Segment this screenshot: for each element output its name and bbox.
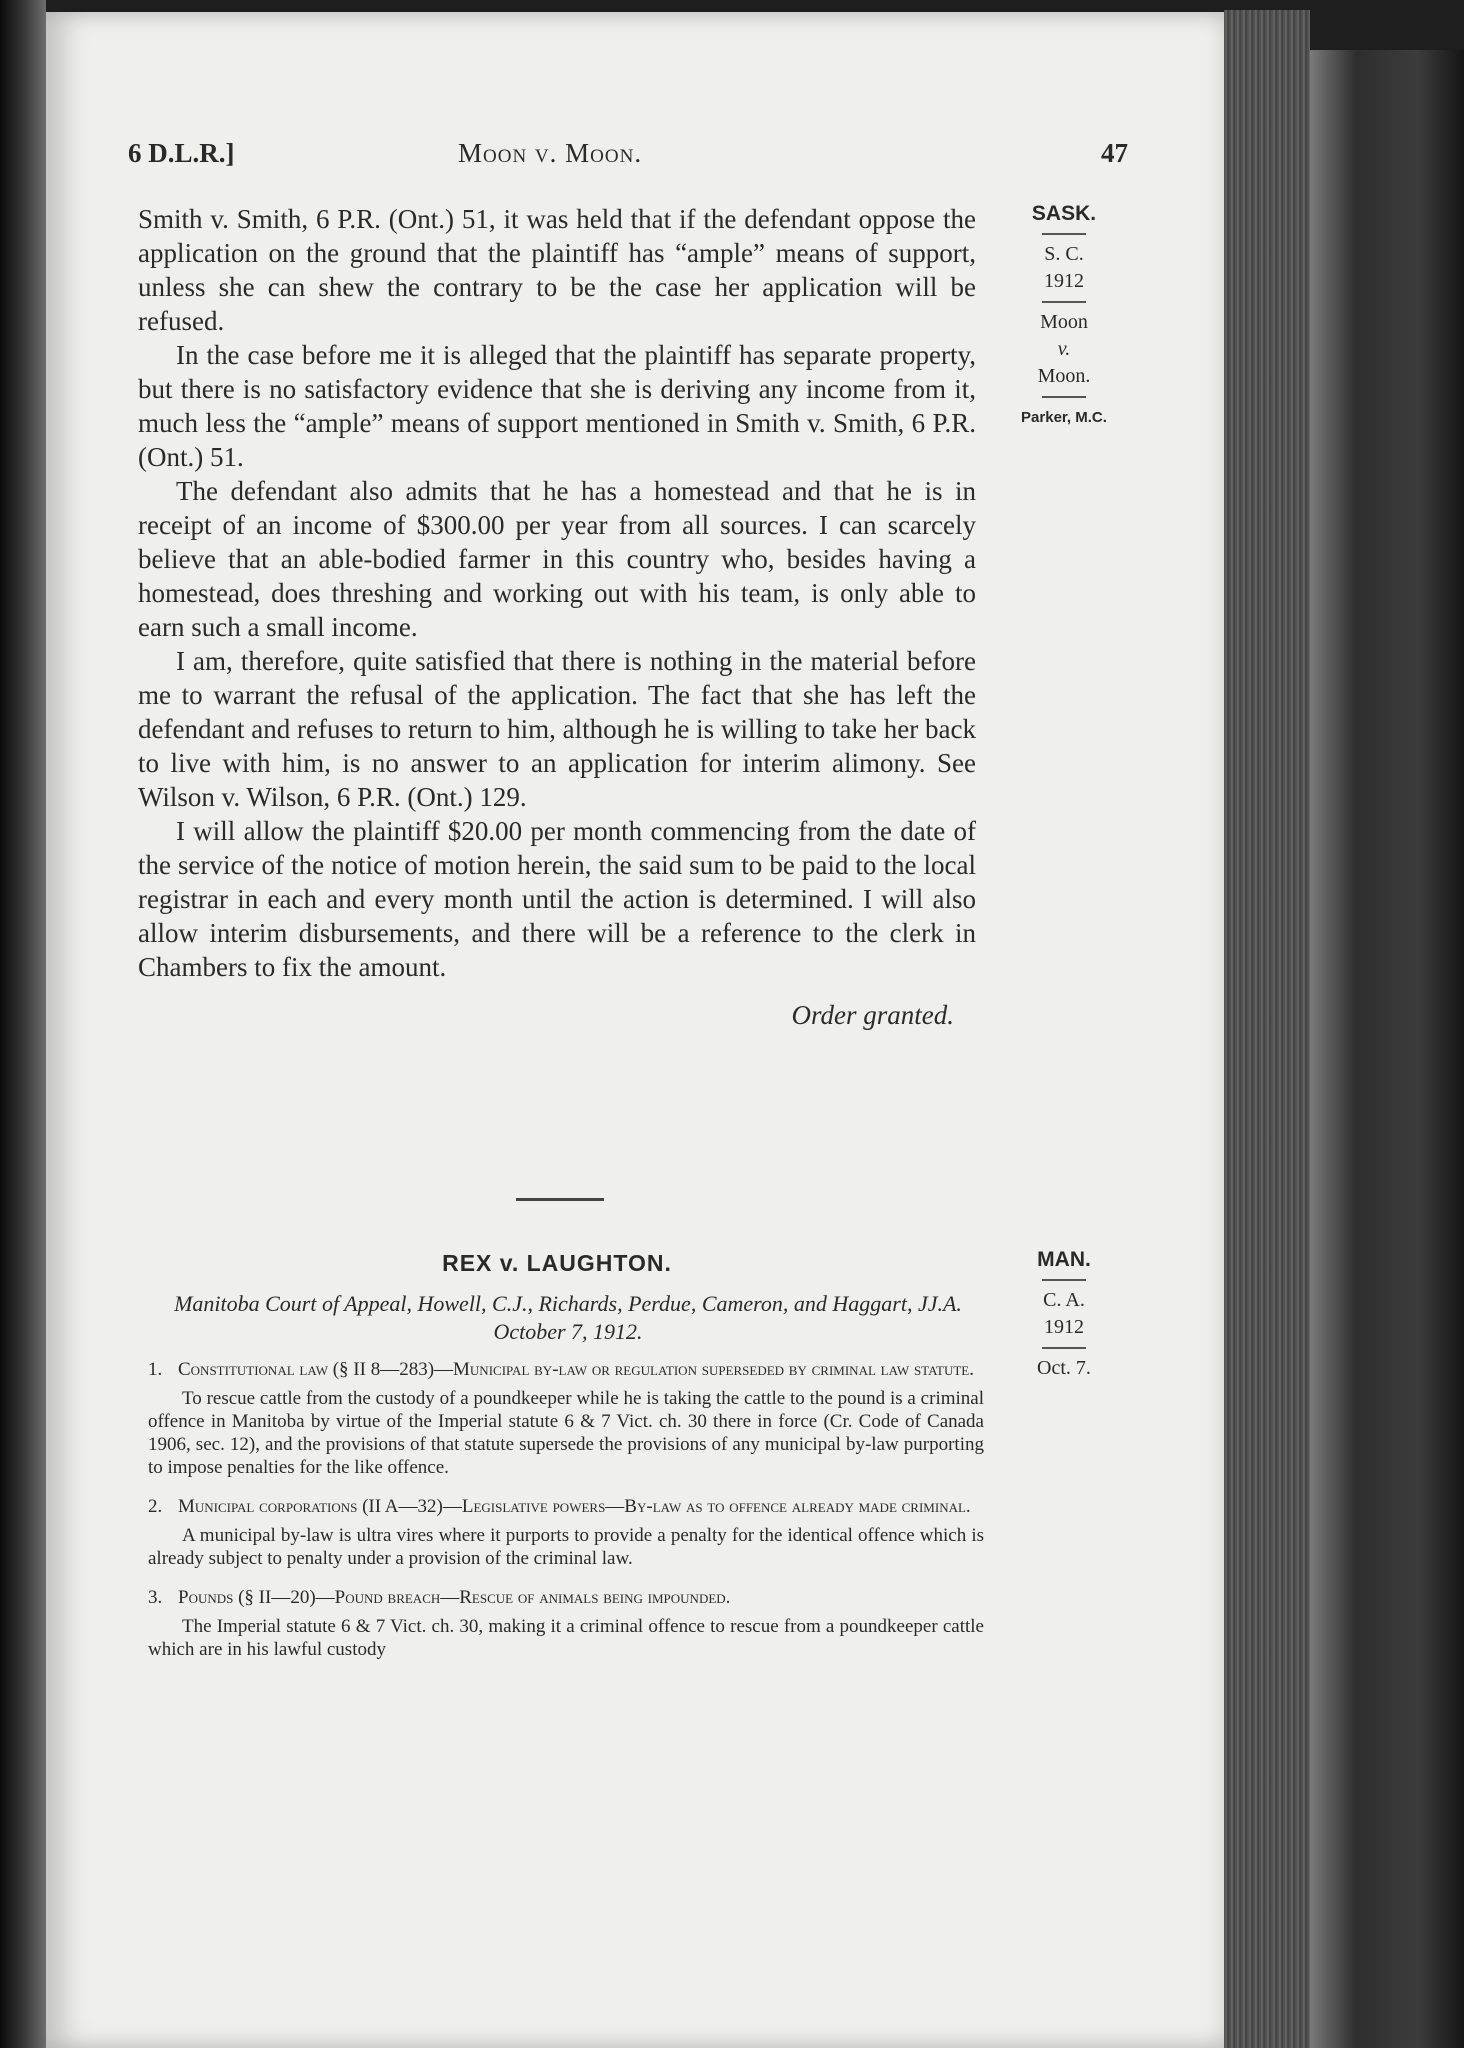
page-number: 47 — [1101, 138, 1128, 168]
headnote-body: The Imperial statute 6 & 7 Vict. ch. 30, making it a criminal offence to rescue from a poundkeeper cattle which are in his lawful custody — [148, 1616, 984, 1660]
paragraph-2: In the case before me it is alleged that the plaintiff has separate property, but there is no satisfactory evidence that she is deriving any income from it, much less the “ample” means of support mentioned in Smith v. Smith, 6 P.R. (Ont.) 51. — [138, 340, 976, 472]
court-and-judges: Manitoba Court of Appeal, Howell, C.J., Richards, Perdue, Cameron, and Haggart, JJ.A. October 7, 1912. — [174, 1291, 962, 1344]
headnote-body: To rescue cattle from the custody of a poundkeeper while he is taking the cattle to the pound is a criminal offence in Manitoba by virtue of the Imperial statute 6 & 7 Vict. ch. 30 there in force (Cr. Code of Canada 1906, sec. 12), and the provisions of that statute supersede the provisions of any municipal by-law purporting to impose penalties for the like offence. — [148, 1388, 984, 1478]
book-page-edges — [1224, 10, 1310, 2048]
margin-year: 1912 — [1044, 270, 1084, 292]
case-running-title: Moon v. Moon. — [458, 138, 643, 168]
margin-court: C. A. — [1043, 1289, 1085, 1311]
headnote-heading-text: Municipal corporations (II A—32)—Legislative powers—By-law as to offence already made criminal. — [178, 1496, 971, 1517]
headnote-number: 2. — [148, 1496, 163, 1517]
headnote-heading — [148, 1586, 984, 1609]
paragraph-3: The defendant also admits that he has a homestead and that he is in receipt of an income of $300.00 per year from all sources. I can scarcely believe that an able-bodied farmer in this country who, besides having a homestead, does threshing and working out with his team, is only able to earn such a small income. — [138, 476, 976, 642]
judgment-body — [138, 202, 976, 1032]
order-signoff: Order granted. — [791, 1000, 954, 1030]
running-head — [128, 138, 1128, 178]
margin-notes-bottom — [1010, 1246, 1118, 1382]
margin-year: 1912 — [1044, 1316, 1084, 1338]
margin-divider — [1042, 1347, 1086, 1349]
headnote-heading-text: Constitutional law (§ II 8—283)—Municipal by-law or regulation superseded by criminal law statute. — [178, 1359, 974, 1380]
headnote-heading — [148, 1358, 984, 1381]
margin-date: Oct. 7. — [1037, 1357, 1091, 1379]
volume-reference: 6 D.L.R.] — [128, 138, 235, 168]
margin-province: SASK. — [1031, 202, 1097, 225]
headnote-number: 3. — [148, 1587, 163, 1608]
margin-divider — [1042, 301, 1086, 303]
margin-versus: v. — [1057, 338, 1071, 360]
margin-divider — [1042, 233, 1086, 235]
case-separator-rule — [516, 1198, 604, 1201]
margin-notes-top — [1010, 200, 1118, 431]
margin-party-1: Moon — [1040, 311, 1088, 333]
headnote-heading-text: Pounds (§ II—20)—Pound breach—Rescue of animals being impounded. — [178, 1587, 731, 1608]
book-cover-edge — [1310, 50, 1464, 2048]
margin-divider — [1042, 396, 1086, 398]
headnote-number: 1. — [148, 1359, 163, 1380]
case-title: REX v. LAUGHTON. — [442, 1250, 672, 1276]
margin-judge: Parker, M.C. — [1021, 409, 1107, 426]
margin-party-2: Moon. — [1037, 365, 1091, 387]
headnote-heading — [148, 1495, 984, 1518]
paragraph-1: Smith v. Smith, 6 P.R. (Ont.) 51, it was held that if the defendant oppose the application on the ground that the plaintiff has “ample” means of support, unless she can shew the contrary to be the case her application will be refused. — [138, 204, 976, 336]
margin-province: MAN. — [1037, 1248, 1091, 1271]
headnote-body: A municipal by-law is ultra vires where it purports to provide a penalty for the identical offence which is already subject to penalty under a provision of the criminal law. — [148, 1525, 984, 1569]
margin-divider — [1042, 1279, 1086, 1281]
paragraph-4: I am, therefore, quite satisfied that there is nothing in the material before me to warrant the refusal of the application. The fact that she has left the defendant and refuses to return to him, although he is willing to take her back to live with him, is no answer to an application for interim alimony. See Wilson v. Wilson, 6 P.R. (Ont.) 129. — [138, 646, 976, 812]
headnotes — [148, 1358, 984, 1677]
paragraph-5: I will allow the plaintiff $20.00 per month commencing from the date of the service of the notice of motion herein, the said sum to be paid to the local registrar in each and every month until the action is determined. I will also allow interim disbursements, and there will be a reference to the clerk in Chambers to fix the amount. — [138, 816, 976, 982]
book-left-edge — [0, 0, 46, 2048]
margin-court: S. C. — [1044, 243, 1084, 265]
